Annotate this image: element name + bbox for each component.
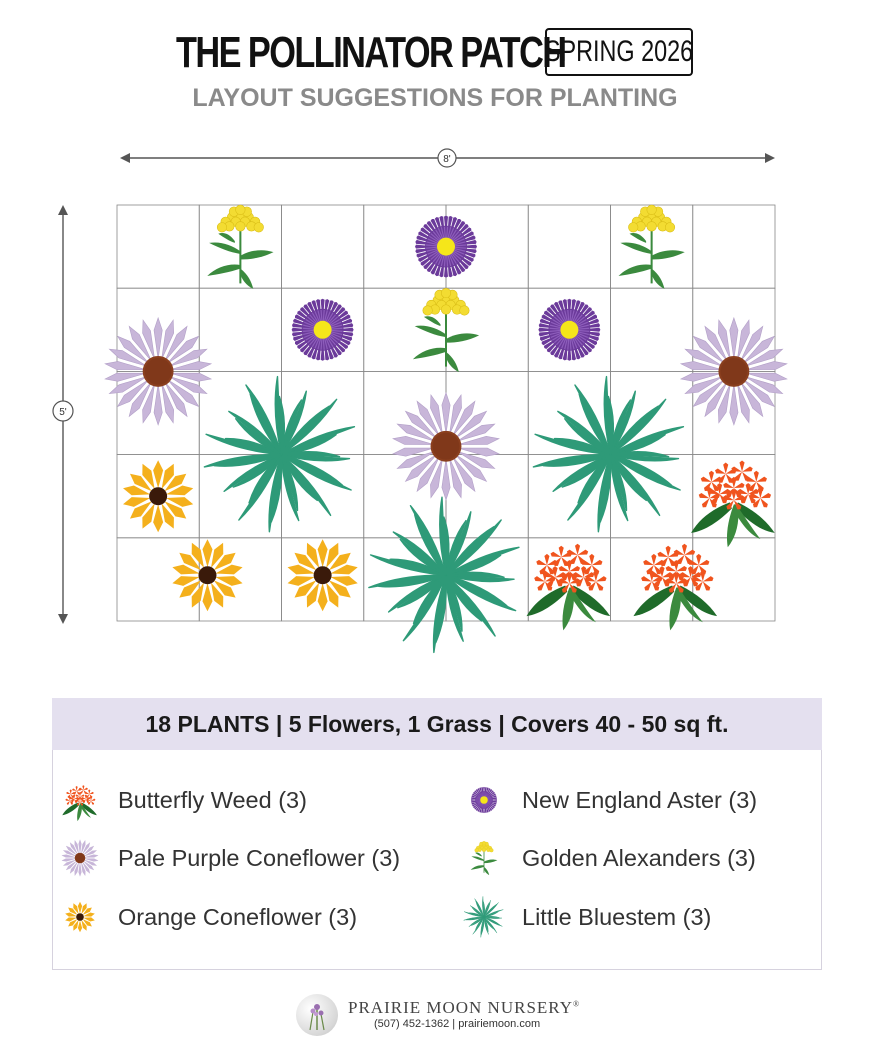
plant-placements bbox=[105, 205, 788, 653]
legend-label: Butterfly Weed (3) bbox=[118, 786, 307, 813]
little-bluestem-icon bbox=[462, 895, 506, 939]
legend-label: Little Bluestem (3) bbox=[522, 903, 712, 930]
golden-alexanders-plant bbox=[413, 288, 479, 372]
legend-label: Pale Purple Coneflower (3) bbox=[118, 844, 401, 871]
grid-cell bbox=[693, 205, 775, 288]
grid-cell bbox=[611, 288, 693, 371]
new-england-aster-plant bbox=[538, 299, 600, 361]
legend-item-little-bluestem bbox=[462, 895, 711, 939]
golden-alexanders-icon bbox=[462, 836, 506, 880]
pale-purple-coneflower-icon bbox=[58, 836, 102, 880]
height-dimension bbox=[53, 205, 73, 624]
width-label: 8' bbox=[443, 154, 451, 165]
butterfly-weed-plant bbox=[691, 461, 775, 548]
registered-mark: ® bbox=[572, 999, 581, 1009]
nursery-name bbox=[348, 998, 580, 1018]
legend-item-golden-alexanders bbox=[462, 836, 756, 880]
page-subtitle: LAYOUT SUGGESTIONS FOR PLANTING bbox=[192, 84, 678, 112]
pale-purple-coneflower-plant bbox=[392, 393, 499, 500]
legend-item-new-england-aster bbox=[462, 778, 757, 822]
plant-summary: 18 PLANTS | 5 Flowers, 1 Grass | Covers 40 - 50 sq ft. bbox=[52, 698, 822, 750]
grid-cell bbox=[528, 205, 610, 288]
legend-label: New England Aster (3) bbox=[522, 786, 758, 813]
season-badge-label: SPRING 2026 bbox=[544, 35, 694, 68]
grid-cell bbox=[117, 205, 199, 288]
golden-alexanders-plant bbox=[207, 205, 273, 289]
height-label: 5' bbox=[59, 407, 67, 418]
orange-coneflower-icon bbox=[58, 895, 102, 939]
legend-item-orange-coneflower bbox=[58, 895, 357, 939]
legend-label: Orange Coneflower (3) bbox=[118, 903, 358, 930]
orange-coneflower-plant bbox=[171, 539, 243, 611]
legend-item-pale-purple-coneflower bbox=[58, 836, 400, 880]
nursery-name-text: PRAIRIE MOON NURSERY bbox=[348, 998, 573, 1017]
orange-coneflower-plant bbox=[286, 539, 358, 611]
width-dimension bbox=[120, 149, 775, 167]
legend-item-butterfly-weed bbox=[58, 778, 307, 822]
butterfly-weed-plant bbox=[633, 544, 717, 631]
orange-coneflower-plant bbox=[122, 460, 194, 532]
butterfly-weed-icon bbox=[58, 778, 102, 822]
butterfly-weed-plant bbox=[527, 544, 611, 631]
nursery-footer bbox=[296, 994, 596, 1038]
legend-label: Golden Alexanders (3) bbox=[522, 844, 756, 871]
nursery-logo bbox=[296, 994, 338, 1036]
nursery-contact: (507) 452-1362 | prairiemoon.com bbox=[374, 1018, 541, 1030]
new-england-aster-icon bbox=[462, 778, 506, 822]
page-title: THE POLLINATOR PATCH bbox=[176, 28, 566, 77]
new-england-aster-plant bbox=[292, 299, 354, 361]
grid-cell bbox=[282, 205, 364, 288]
new-england-aster-plant bbox=[415, 216, 477, 278]
grid-cell bbox=[199, 288, 281, 371]
little-bluestem-plant bbox=[368, 497, 520, 653]
golden-alexanders-plant bbox=[619, 205, 685, 289]
